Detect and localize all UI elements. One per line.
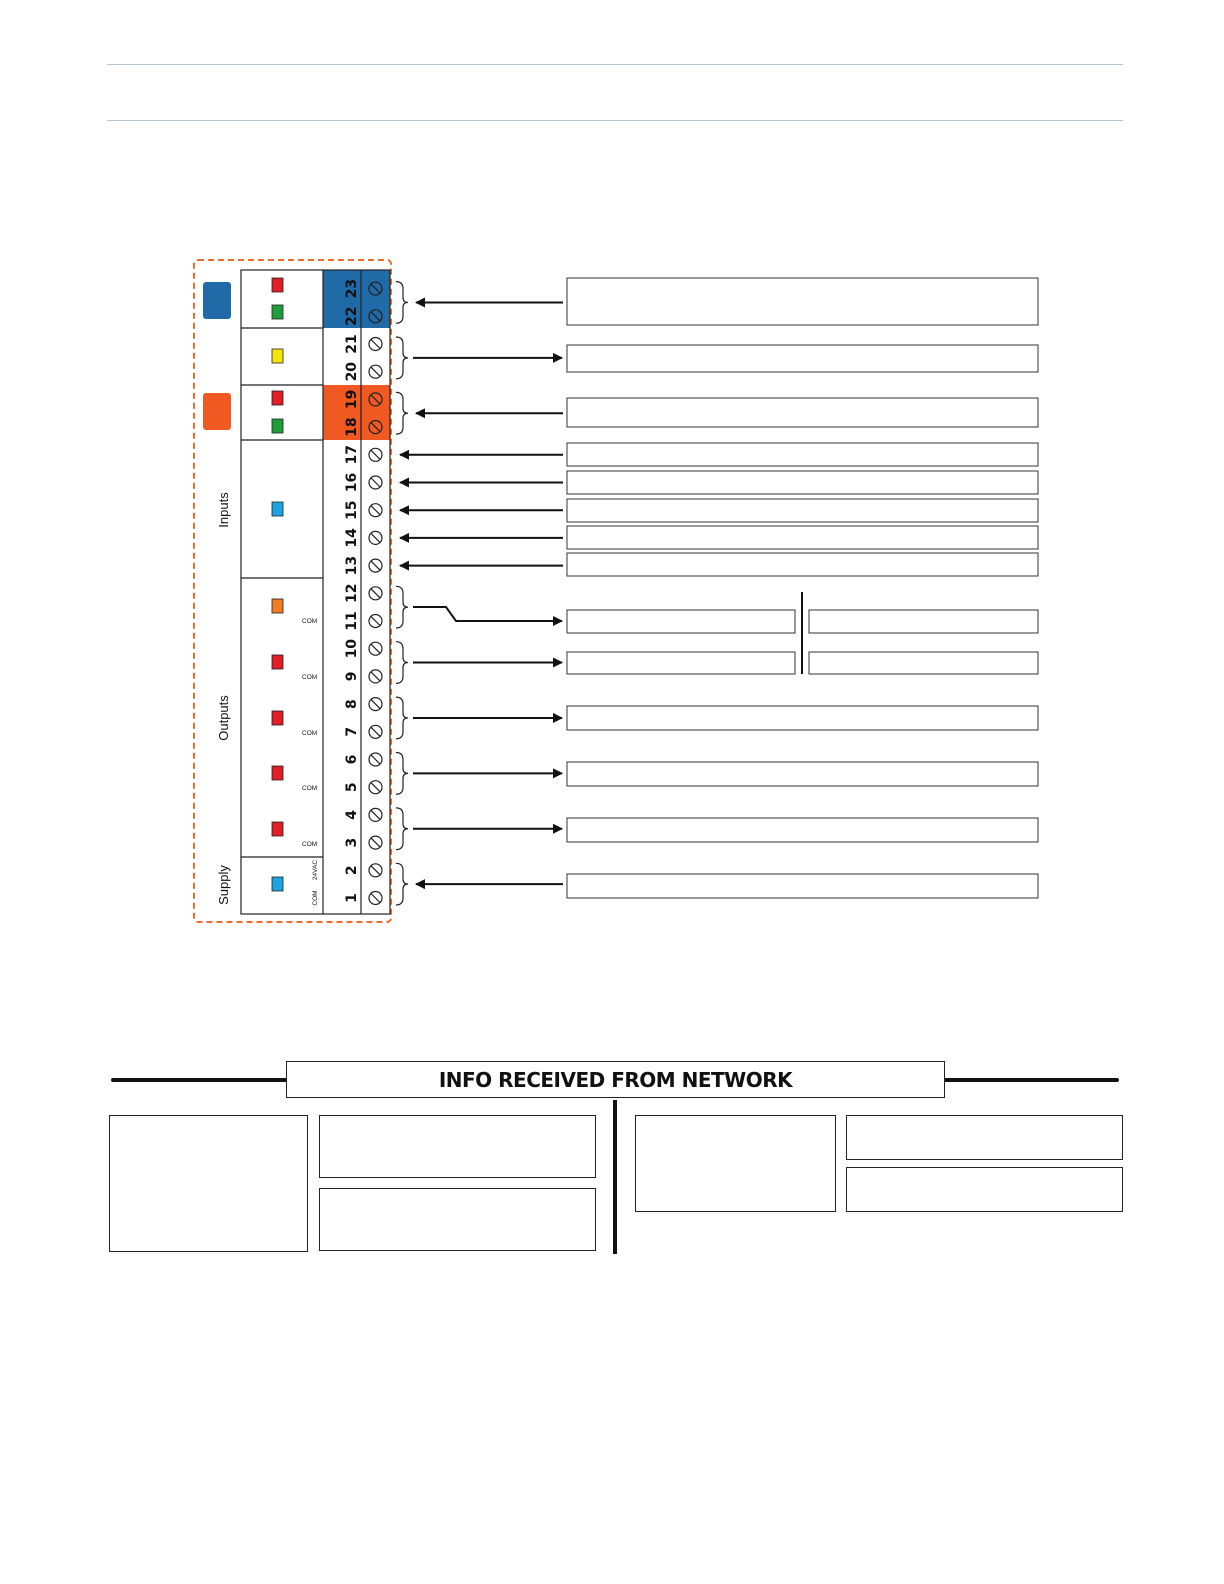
led-icon — [272, 502, 283, 516]
screw-slot — [371, 700, 380, 709]
screw-slot — [371, 617, 380, 626]
connection-label-box — [567, 499, 1038, 522]
curly-brace-icon — [396, 753, 408, 795]
led-icon — [272, 822, 283, 836]
terminal-number: 13 — [344, 555, 360, 576]
curly-brace-icon — [396, 808, 408, 850]
network-right-rule — [944, 1078, 1119, 1082]
screw-slot — [371, 589, 380, 598]
terminal-number: 5 — [344, 782, 360, 793]
curly-brace-icon — [396, 586, 408, 628]
terminal-number: 22 — [344, 306, 360, 327]
led-icon — [272, 278, 283, 292]
terminal-number: 20 — [344, 361, 360, 382]
com-label: COM — [302, 618, 318, 625]
network-info-box — [846, 1115, 1123, 1160]
terminal-number: 10 — [344, 638, 360, 659]
network-section-title: INFO RECEIVED FROM NETWORK — [286, 1061, 945, 1098]
led-icon — [272, 877, 283, 891]
curly-brace-icon — [396, 337, 408, 379]
screw-slot — [371, 727, 380, 736]
terminal-number: 4 — [344, 810, 360, 820]
curly-brace-icon — [396, 697, 408, 739]
supply-com-label: COM — [312, 890, 319, 906]
terminal-number: 1 — [344, 893, 360, 903]
terminal-number: 9 — [344, 671, 360, 682]
screw-slot — [371, 783, 380, 792]
connection-label-box — [567, 652, 795, 674]
screw-slot — [371, 561, 380, 570]
curly-brace-icon — [396, 863, 408, 905]
screw-slot — [371, 340, 380, 349]
network-info-box — [319, 1115, 596, 1178]
terminal-number: 15 — [344, 500, 360, 520]
connection-label-box — [567, 818, 1038, 842]
inputs-label: Inputs — [216, 492, 231, 528]
connection-label-box — [567, 762, 1038, 786]
network-info-box — [109, 1115, 308, 1252]
network-info-box — [635, 1115, 836, 1212]
connection-label-box — [567, 553, 1038, 576]
screw-slot — [371, 810, 380, 819]
led-indicators — [272, 278, 283, 891]
terminal-number: 3 — [344, 837, 360, 848]
supply-24vac-label: 24VAC — [312, 859, 319, 881]
blue-status-block — [203, 282, 231, 319]
connection-label-box — [567, 874, 1038, 898]
led-icon — [272, 391, 283, 405]
curly-brace-icon — [396, 282, 408, 324]
connection-label-box — [567, 471, 1038, 494]
terminal-number: 12 — [344, 583, 360, 604]
curly-brace-icon — [396, 642, 408, 684]
screw-slot — [371, 450, 380, 459]
network-info-box — [846, 1167, 1123, 1212]
connection-label-box — [809, 610, 1038, 633]
terminal-number: 7 — [344, 726, 360, 737]
connection-label-box — [567, 526, 1038, 549]
screw-slot — [371, 533, 380, 542]
terminal-number: 6 — [344, 754, 360, 765]
com-label: COM — [302, 674, 318, 681]
orange-status-block — [203, 393, 231, 430]
screw-slot — [371, 755, 380, 764]
screw-slot — [371, 894, 380, 903]
network-center-divider — [613, 1100, 617, 1254]
terminal-number: 8 — [344, 699, 360, 709]
connection-label-box — [567, 610, 795, 633]
switch-arrow-icon — [413, 607, 562, 621]
connection-label-box — [567, 278, 1038, 325]
led-icon — [272, 655, 283, 669]
terminal-number: 16 — [344, 472, 360, 493]
led-icon — [272, 766, 283, 780]
led-icon — [272, 349, 283, 363]
terminal-number: 17 — [344, 445, 360, 465]
screw-slot — [371, 644, 380, 653]
led-icon — [272, 599, 283, 613]
connection-label-box — [567, 443, 1038, 466]
outputs-label: Outputs — [216, 695, 231, 741]
screw-slot — [371, 838, 380, 847]
network-info-box — [319, 1188, 596, 1251]
connection-label-box — [809, 652, 1038, 674]
screw-slot — [371, 367, 380, 376]
terminal-number: 11 — [344, 611, 360, 631]
terminal-number: 19 — [344, 389, 360, 410]
led-icon — [272, 419, 283, 433]
terminal-number: 2 — [344, 865, 360, 876]
screw-slot — [371, 672, 380, 681]
connection-label-box — [567, 345, 1038, 372]
supply-label: Supply — [216, 865, 231, 905]
terminal-number: 14 — [344, 528, 360, 548]
network-left-rule — [111, 1078, 287, 1082]
connection-label-box — [567, 706, 1038, 730]
terminal-panel — [241, 270, 390, 914]
com-label: COM — [302, 785, 318, 792]
connection-label-box — [567, 398, 1038, 427]
led-icon — [272, 711, 283, 725]
com-label: COM — [302, 841, 318, 848]
com-label: COM — [302, 730, 318, 737]
screw-slot — [371, 478, 380, 487]
terminal-number: 23 — [344, 278, 360, 299]
led-icon — [272, 305, 283, 319]
screw-slot — [371, 866, 380, 875]
terminal-number: 18 — [344, 417, 360, 437]
screw-slot — [371, 506, 380, 515]
curly-brace-icon — [396, 392, 408, 434]
terminal-number: 21 — [344, 334, 360, 354]
